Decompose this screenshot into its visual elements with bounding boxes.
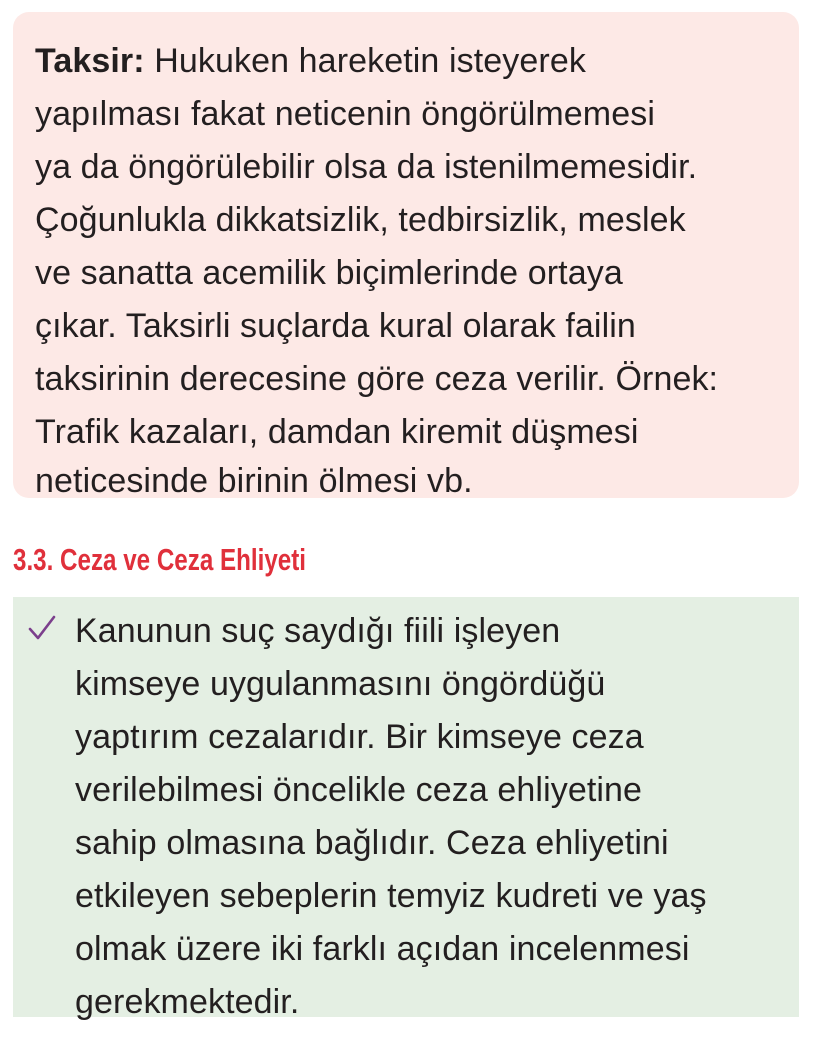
section-heading: 3.3. Ceza ve Ceza Ehliyeti — [13, 542, 306, 577]
info-line-1: Kanunun suç saydığı fiili işleyen — [75, 612, 561, 650]
info-line-4: verilebilmesi öncelikle ceza ehliyetine — [75, 771, 643, 809]
definition-line-1 — [35, 34, 586, 88]
check-icon — [27, 613, 57, 643]
info-line-8: gerekmektedir. — [75, 983, 300, 1021]
definition-box — [13, 12, 799, 498]
info-line-2: kimseye uygulanmasını öngördüğü — [75, 665, 606, 703]
info-line-7: olmak üzere iki farklı açıdan incelenmesi — [75, 930, 690, 968]
definition-line-2: yapılması fakat neticenin öngörülmemesi — [35, 95, 655, 133]
definition-line-8: Trafik kazaları, damdan kiremit düşmesi — [35, 413, 639, 451]
info-line-6: etkileyen sebeplerin temyiz kudreti ve yaş — [75, 877, 707, 915]
definition-term: Taksir: — [35, 42, 145, 80]
definition-line-7: taksirinin derecesine göre ceza verilir. Örnek: — [35, 360, 719, 398]
info-box — [13, 597, 799, 1021]
definition-line-6: çıkar. Taksirli suçlarda kural olarak failin — [35, 307, 636, 345]
definition-line-9: neticesinde birinin ölmesi vb. — [35, 462, 473, 500]
definition-line-4: Çoğunlukla dikkatsizlik, tedbirsizlik, meslek — [35, 201, 686, 239]
definition-line-5: ve sanatta acemilik biçimlerinde ortaya — [35, 254, 623, 292]
definition-line-3: ya da öngörülebilir olsa da istenilmemesidir. — [35, 148, 698, 186]
definition-first-line-text: Hukuken hareketin isteyerek — [144, 42, 586, 80]
info-line-3: yaptırım cezalarıdır. Bir kimseye ceza — [75, 718, 644, 756]
info-line-5: sahip olmasına bağlıdır. Ceza ehliyetini — [75, 824, 669, 862]
